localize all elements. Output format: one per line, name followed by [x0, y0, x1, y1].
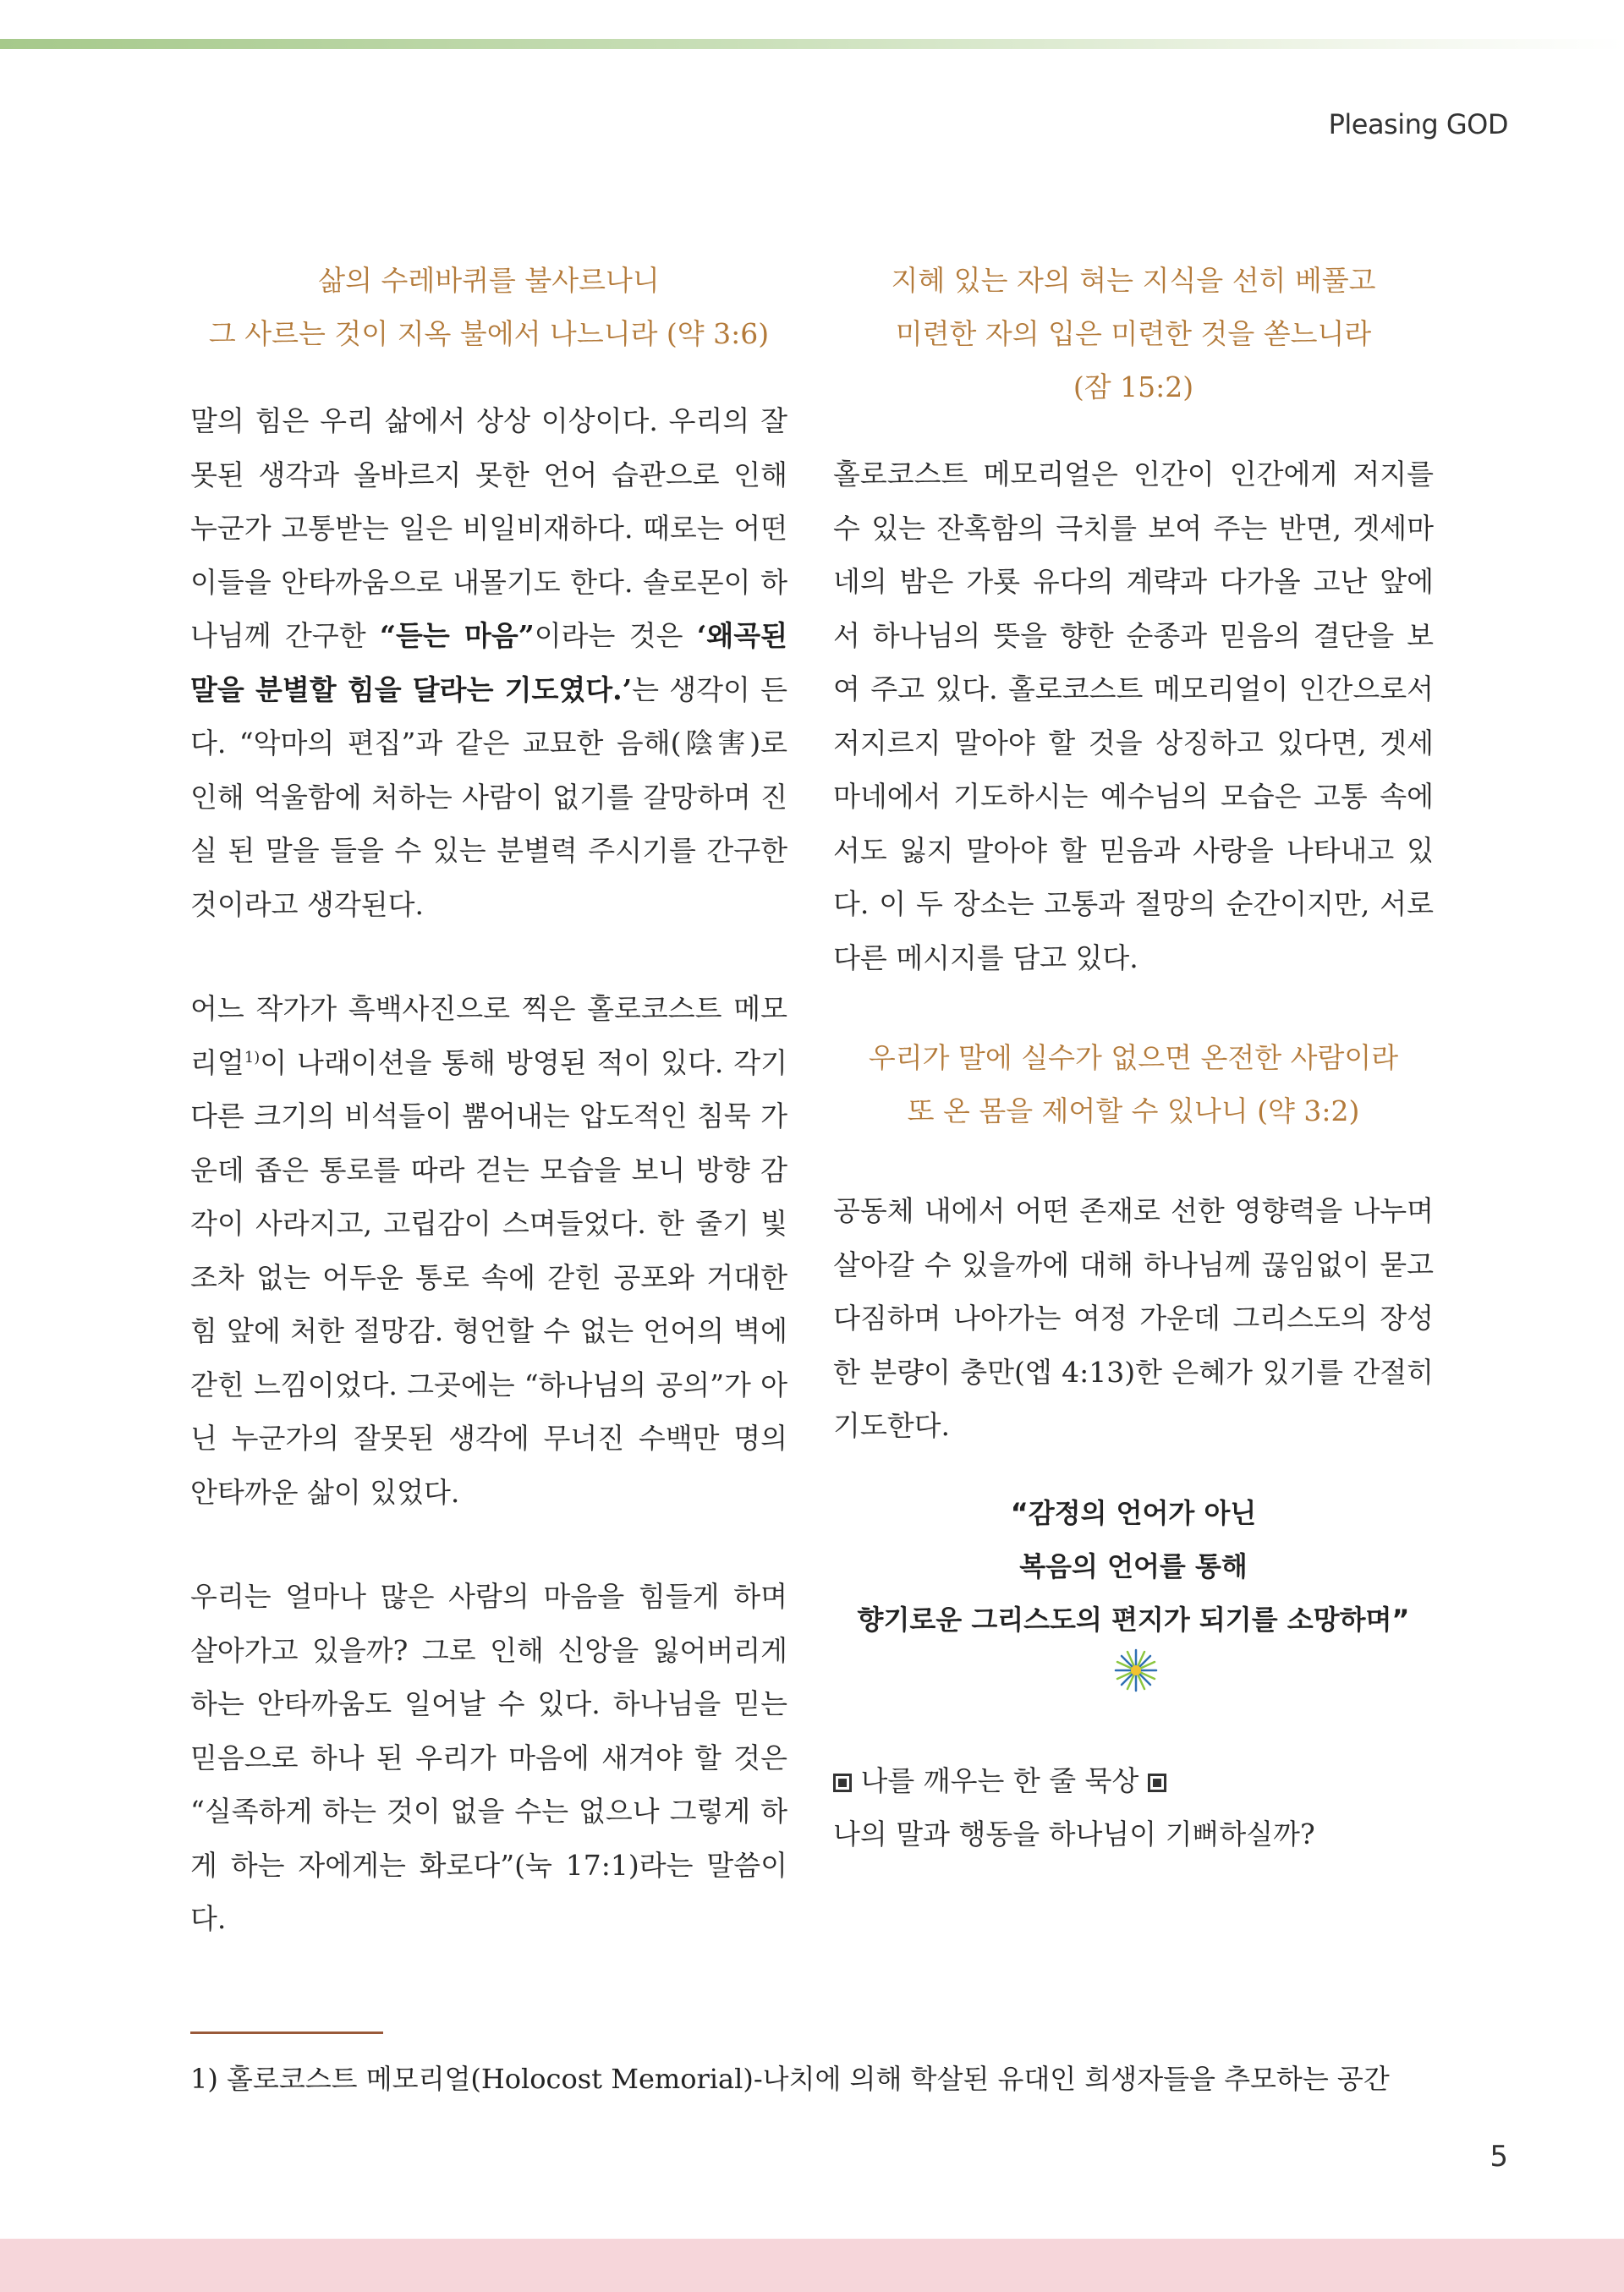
paragraph-reflection: 우리는 얼마나 많은 사람의 마음을 힘들게 하며 살아가고 있을까? 그로 인해 신앙을 잃어버리게 하는 안타까움도 일어날 수 있다. 하나님을 믿는 믿음으로 하나 된 우리가 마음에 새겨야 할 것은 “실족하게 하는 것이 없을 수는 없으나 그렇게 하게 하는 자에게는 화로다”(눅 17:1)라는 말씀이다. [190, 1580, 787, 1935]
verse-line: 미련한 자의 입은 미련한 것을 쏟느니라 [895, 317, 1372, 350]
verse-line: 지혜 있는 자의 혀는 지식을 선히 베풀고 [891, 264, 1376, 297]
verse-line: 또 온 몸을 제어할 수 있나니 (약 3:2) [907, 1094, 1360, 1127]
quote-line: “감정의 언어가 아닌 [1010, 1496, 1257, 1529]
boxed-square-icon [833, 1774, 852, 1792]
paragraph-holocaust-memorial: 어느 작가가 흑백사진으로 찍은 홀로코스트 메모리얼$^{1)}$이 나래이션을 통해 방영된 적이 있다. 각기 다른 크기의 비석들이 뿜어내는 압도적인 침묵 가운데 좁은 통로를 따라 걷는 모습을 보니 방향 감각이 사라지고, 고립감이 스며들었다. 한 줄기 빛조차 없는 어두운 통로 속에 갇힌 공포와 거대한 힘 앞에 처한 절망감. 형언할 수 없는 언어의 벽에 갇힌 느낌이었다. 그곳에는 “하나님의 공의”가 아닌 누군가의 잘못된 생각에 무너진 수백만 명의 안타까운 삶이 있었다. [190, 992, 787, 1509]
emphasis-prayer-discernment: ‘왜곡된 말을 분별할 힘을 달라는 기도였다.’ [190, 619, 788, 706]
verse-line: 우리가 말에 실수가 없으면 온전한 사람이라 [868, 1041, 1399, 1074]
sparkle-ornament-icon [1112, 1647, 1160, 1712]
emphasis-listening-heart: “듣는 마음” [379, 619, 535, 652]
verse-line: 그 사르는 것이 지옥 불에서 나느니라 (약 3:6) [208, 317, 770, 350]
meditation-section [833, 1754, 1434, 1861]
running-header: Pleasing GOD [1328, 108, 1508, 140]
quote-line: 복음의 언어를 통해 [1019, 1549, 1248, 1582]
page-number: 5 [1490, 2140, 1508, 2174]
paragraph-gethsemane: 홀로코스트 메모리얼은 인간이 인간에게 저지를 수 있는 잔혹함의 극치를 보여 주는 반면, 겟세마네의 밤은 가룟 유다의 계략과 다가올 고난 앞에서 하나님의 뜻을 향한 순종과 믿음의 결단을 보여 주고 있다. 홀로코스트 메모리얼이 인간으로서 저지르지 말아야 할 것을 상징하고 있다면, 겟세마네에서 기도하시는 예수님의 모습은 고통 속에서도 잃지 말아야 할 믿음과 사랑을 나타내고 있다. 이 두 장소는 고통과 절망의 순간이지만, 서로 다른 메시지를 담고 있다. [833, 458, 1434, 974]
paragraph-power-of-words: 말의 힘은 우리 삶에서 상상 이상이다. 우리의 잘못된 생각과 올바르지 못한 언어 습관으로 인해 누군가 고통받는 일은 비일비재하다. 때로는 어떤 이들을 안타까움으로 내몰기도 한다. 솔로몬이 하나님께 간구한 “듣는 마음”이라는 것은 ‘왜곡된 말을 분별할 힘을 달라는 기도였다.’는 생각이 든다. “악마의 편집”과 같은 교묘한 음해(陰害)로 인해 억울함에 처하는 사람이 없기를 갈망하며 진실 된 말을 들을 수 있는 분별력 주시기를 간구한 것이라고 생각된다. [190, 404, 788, 921]
closing-quote [833, 1487, 1434, 1712]
meditation-title: 나를 깨우는 한 줄 묵상 [860, 1763, 1139, 1797]
verse-line: 삶의 수레바퀴를 불사르나니 [318, 264, 660, 297]
top-accent-bar [0, 39, 1624, 49]
quote-line: 향기로운 그리스도의 편지가 되기를 소망하며” [857, 1603, 1410, 1636]
boxed-square-icon [1148, 1774, 1166, 1792]
footnote-divider [190, 2032, 383, 2034]
meditation-text: 나의 말과 행동을 하나님이 기뻐하실까? [833, 1817, 1315, 1851]
paragraph-community-prayer: 공동체 내에서 어떤 존재로 선한 영향력을 나누며 살아갈 수 있을까에 대해 하나님께 끊임없이 묻고 다짐하며 나아가는 여정 가운데 그리스도의 장성한 분량이 충만(엡 4:13)한 은혜가 있기를 간절히 기도한다. [833, 1194, 1434, 1442]
footnote: 1) 홀로코스트 메모리얼(Holocost Memorial)-나치에 의해 학살된 유대인 희생자들을 추모하는 공간 [190, 2063, 1390, 2095]
verse-proverbs-15-2 [833, 254, 1434, 414]
bottom-accent-bar [0, 2239, 1624, 2292]
right-column [833, 254, 1434, 1861]
verse-reference: (잠 15:2) [1073, 370, 1194, 403]
verse-james-3-6 [190, 254, 787, 360]
left-column [190, 254, 787, 1946]
footnote-ref: 1) [244, 1048, 261, 1066]
verse-james-3-2 [833, 1031, 1434, 1138]
